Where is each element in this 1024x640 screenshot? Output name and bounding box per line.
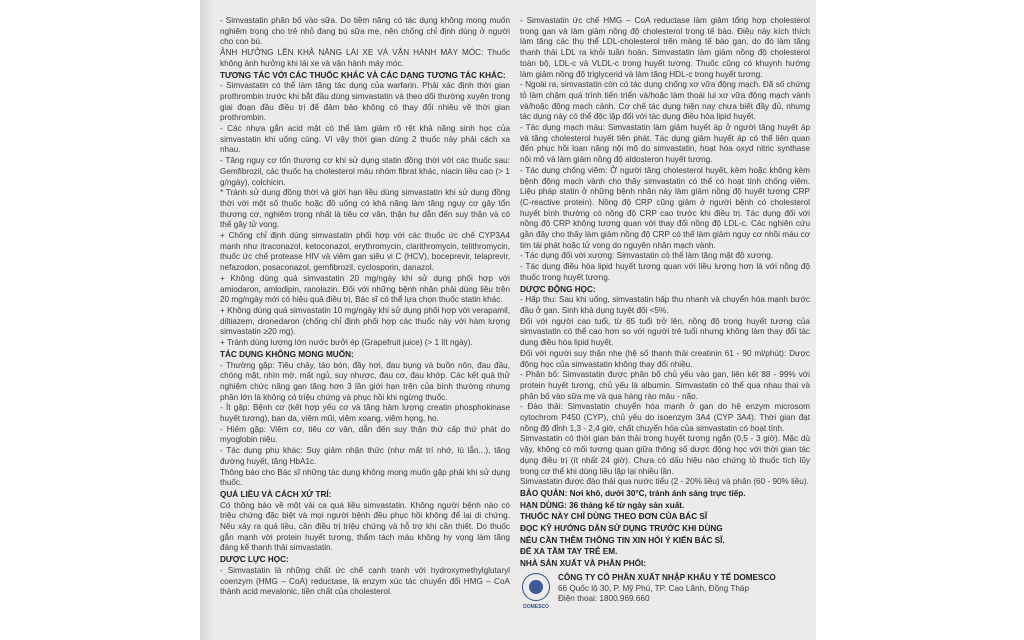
paragraph: + Không dùng quá simvastatin 20 mg/ngày khi sử dụng phối hợp với amiodaron, amlodipin, ranolazin. Đối với những bệnh nhân phải dùng liều trên 20 mg/ngày mới có hiệu quả điều trị, Bác sĩ có thể lựa chọn thuốc statin khác.	[220, 273, 510, 305]
right-column	[520, 16, 810, 613]
paragraph: - Tác dụng phụ khác: Suy giảm nhận thức (như mất trí nhớ, lú lẫn...), tăng đường huyết, tăng HbA1c.	[220, 446, 510, 466]
company-address: 66 Quốc lộ 30, P. Mỹ Phú, TP. Cao Lãnh, Đồng Tháp	[558, 583, 750, 593]
section-heading: DƯỢC ĐỘNG HỌC:	[520, 284, 596, 294]
company-phone: Điện thoại: 1800.969.660	[558, 594, 650, 604]
paragraph: - Simvastatin ức chế HMG – CoA reductase làm giảm tổng hợp cholesterol trong gan và làm giảm nồng độ cholesterol trong tế bào. Điều này kích thích làm tăng các thụ thể LDL-cholesterol trên màng tế bào gan, do đó làm tăng thanh thải LDL ra khỏi tuần hoàn. Simvastatin làm giảm nồng độ cholesterol toàn bộ, LDL-c và VLDL-c trong huyết tương. Thuốc cũng có khuynh hướng làm giảm nồng độ triglycerid và làm tăng HDL-c trong huyết tương.	[520, 16, 810, 79]
paragraph: - Các nhựa gắn acid mật có thể làm giảm rõ rệt khả năng sinh học của simvastatin khi uống cùng. Vì vậy thời gian dùng 2 thuốc này phải cách xa nhau.	[220, 124, 510, 155]
paragraph: ẢNH HƯỞNG LÊN KHẢ NĂNG LÁI XE VÀ VẬN HÀNH MÁY MÓC: Thuốc không ảnh hưởng khi lái xe và vận hành máy móc.	[220, 48, 510, 68]
domesco-logo	[520, 573, 552, 613]
paragraph: Thông báo cho Bác sĩ những tác dụng không mong muốn gặp phải khi sử dụng thuốc.	[220, 467, 510, 488]
paragraph: - Simvastatin có thể làm tăng tác dụng của warfarin. Phải xác định thời gian prothrombin trước khi bắt đầu dùng simvastatin và theo dõi thường xuyên trong giai đoạn đầu điều trị để đảm bảo không có thay đổi nhiều về thời gian prothrombin.	[220, 81, 510, 123]
section-heading: NẾU CẦN THÊM THÔNG TIN XIN HỎI Ý KIẾN BÁC SĨ.	[520, 535, 725, 545]
paragraph: - Hấp thu: Sau khi uống, simvastatin hấp thu nhanh và chuyển hóa mạnh bước đầu ở gan. Sinh khả dụng tuyệt đối <5%.	[520, 295, 810, 315]
section-heading: THUỐC NÀY CHỈ DÙNG THEO ĐƠN CỦA BÁC SĨ	[520, 512, 708, 522]
paragraph: + Tránh dùng lượng lớn nước bưởi ép (Grapefruit juice) (> 1 lít ngày).	[220, 338, 473, 348]
paragraph: - Thường gặp: Tiêu chảy, táo bón, đầy hơi, đau bụng và buồn nôn, đau đầu, chóng mặt, nhìn mờ, mất ngủ, suy nhược, đau cơ, đau khớp. Các kết quả thử nghiệm chức năng gan tăng hơn 3 lần giới hạn trên của bình thường nhưng phần lớn là không có triệu chứng và phục hồi khi ngừng thuốc.	[220, 360, 510, 402]
paragraph: * Tránh sử dụng đồng thời và giới hạn liều dùng simvastatin khi sử dụng đồng thời với một số thuốc hoặc đồ uống có khả năng làm tăng nguy cơ gây tổn thương cơ, nghiêm trọng nhất là tiêu cơ vân, thận hư dẫn đến suy thận và có thể gây tử vong.	[220, 188, 510, 230]
paragraph: - Simvastatin phân bố vào sữa. Do tiềm năng có tác dụng không mong muốn nghiêm trọng cho trẻ nhỏ đang bú sữa mẹ, nên chống chỉ định dùng ở người cho con bú.	[220, 16, 510, 47]
section-heading: TƯƠNG TÁC VỚI CÁC THUỐC KHÁC VÀ CÁC DẠNG TƯƠNG TÁC KHÁC:	[220, 70, 506, 80]
left-column	[220, 16, 510, 598]
paragraph: - Simvastatin là những chất ức chế cạnh tranh với hydroxymethylglutaryl coenzym (HMG – CoA) reductase, là enzym xúc tác chuyển đổi HMG – CoA thành acid mevalonic, tiền chất của cholesterol.	[220, 565, 510, 597]
section-heading: QUÁ LIỀU VÀ CÁCH XỬ TRÍ:	[220, 489, 332, 499]
logo-text: DOMESCO	[523, 603, 549, 610]
section-heading: TÁC DỤNG KHÔNG MONG MUỐN:	[220, 349, 354, 359]
company-name: CÔNG TY CỔ PHẦN XUẤT NHẬP KHẨU Y TẾ DOMESCO	[558, 572, 776, 582]
paragraph: Simvastatin được đào thải qua nước tiểu (2 - 20% liều) và phân (60 - 90% liều).	[520, 477, 809, 487]
paragraph: - Ít gặp: Bệnh cơ (kết hợp yếu cơ và tăng hàm lượng creatin phosphokinase huyết tương), ban da, viêm mũi, viêm xoang, viêm họng, ho.	[220, 403, 510, 424]
section-heading: NHÀ SẢN XUẤT VÀ PHÂN PHỐI:	[520, 559, 647, 569]
paragraph: - Hiếm gặp: Viêm cơ, tiêu cơ vân, dẫn đến suy thận thứ cấp thứ phát do myoglobin niệu.	[220, 424, 510, 445]
paragraph: - Tác dụng đối với xương: Simvastatin có thể làm tăng mật độ xương.	[520, 251, 774, 261]
leaflet-page	[200, 0, 816, 640]
paragraph: - Tác dụng mạch máu: Simvastatin làm giảm huyết áp ở người tăng huyết áp và tăng cholesterol huyết tiên phát. Tác dụng giảm huyết áp có thể liên quan đến phục hồi loan năng nội mô do simvastatin, hoạt hóa oxyd nitric synthase nội mô và làm giảm nồng độ aldosteron huyết tương.	[520, 123, 810, 165]
section-heading: DƯỢC LỰC HỌC:	[220, 555, 289, 565]
section-heading: BẢO QUẢN: Nơi khô, dưới 30°C, tránh ánh sáng trực tiếp.	[520, 488, 746, 498]
paragraph: + Chống chỉ định dùng simvastatin phối hợp với các thuốc ức chế CYP3A4 mạnh như itraconazol, ketoconazol, erythromycin, clarithromycin, telithromycin, thuốc ức chế protease HIV và viêm gan siêu vi C (HCV), boceprevir, telaprevir, nefazodon, posaconazol, gemfibrozil, cyclosporin, danazol.	[220, 231, 510, 273]
manufacturer-block	[520, 573, 810, 613]
paragraph: - Tác dụng chống viêm: Ở người tăng cholesterol huyết, kèm hoặc không kèm bệnh động mạch vành cho thấy simvastatin có thể có hoạt tính chống viêm. Liệu pháp statin ở những bệnh nhân này làm giảm nồng độ huyết tương CRP (C-reactive protein). Nồng độ CRP cũng giảm ở người bệnh có cholesterol huyết bình thường có nồng độ CRP cao trước khi điều trị. Tác dụng đối với nồng độ CRP không tương quan với thay đổi nồng độ LDL-c. Các nghiên cứu gần đây cho thấy làm giảm nồng độ CRP có thể làm giảm nguy cơ nhồi máu cơ tim tái phát hoặc tử vong do nguyên nhân mạch vành.	[520, 165, 810, 250]
paragraph: - Ngoài ra, simvastatin còn có tác dụng chống xơ vữa động mạch. Đã số chứng tỏ làm chậm quá trình tiến triển và/hoặc làm thoái lui xơ vữa động mạch vành và/hoặc động mạch cảnh. Cơ chế tác dụng hiện nay chưa biết đầy đủ, nhưng tác dụng này có thể độc lập đối với tác dụng điều hòa lipid huyết.	[520, 80, 810, 122]
paragraph: - Tăng nguy cơ tổn thương cơ khi sử dụng statin đồng thời với các thuốc sau: Gemfibrozil, các thuốc hạ cholesterol máu nhóm fibrat khác, niacin liều cao (> 1 g/ngày), colchicin.	[220, 156, 510, 187]
paragraph: Simvastatin có thời gian bán thải trong huyết tương ngắn (0,5 - 3 giờ). Mặc dù vậy, không có mối tương quan giữa thông số dược động học với thời gian tác dụng điều trị (ít nhất 24 giờ). Chưa có dấu hiệu nào chứng tỏ thuốc tích lũy trong cơ thể khi dùng liều lặp lại nhiều lần.	[520, 434, 810, 476]
paragraph: - Phân bố: Simvastatin được phân bố chủ yếu vào gan, liên kết 88 - 99% với protein huyết tương, chủ yếu là albumin. Simvastatin có thể qua nhau thai và phân bố vào sữa mẹ và qua hàng rào máu - não.	[520, 370, 810, 401]
paragraph: Đối với người cao tuổi, từ 65 tuổi trở lên, nồng độ trong huyết tương của simvastatin có thể cao hơn so với người trẻ tuổi nhưng không làm thay đổi tác dụng điều hòa lipid huyết.	[520, 316, 810, 348]
paragraph: - Đào thải: Simvastatin chuyển hóa mạnh ở gan do hệ enzym microsom cytochrom P450 (CYP), chủ yếu do isoenzym 3A4 (CYP 3A4). Thời gian đạt nồng độ đỉnh 1,3 - 2,4 giờ, chất chuyển hóa của simvastatin có hoạt tính.	[520, 402, 810, 433]
section-heading: HẠN DÙNG: 36 tháng kể từ ngày sản xuất.	[520, 500, 685, 510]
paragraph: Có thông báo về một vài ca quá liều simvastatin. Không người bệnh nào có triệu chứng đặc biệt và mọi người bệnh đều phục hồi không để lại di chứng. Nếu xảy ra quá liều, cần điều trị triệu chứng và hỗ trợ khi cần thiết. Do thuốc gắn mạnh với protein huyết tương, thẩm tách máu không hy vọng làm tăng đáng kể thanh thải simvastatin.	[220, 500, 510, 553]
paragraph: + Không dùng quá simvastatin 10 mg/ngày khi sử dụng phối hợp với verapamil, diltiazem, dronedaron (chống chỉ định phối hợp các thuốc này với hàm lượng simvastatin ≥20 mg).	[220, 305, 510, 337]
logo-icon	[522, 573, 550, 601]
section-heading: ĐỌC KỸ HƯỚNG DẪN SỬ DỤNG TRƯỚC KHI DÙNG	[520, 524, 723, 534]
paragraph: Đối với người suy thận nhẹ (hệ số thanh thải creatinin 61 - 90 ml/phút): Dược động học của simvastatin không thay đổi nhiều.	[520, 348, 810, 369]
paragraph: - Tác dụng điều hòa lipid huyết tương quan với liều lượng hơn là với nồng độ thuốc trong huyết tương.	[520, 262, 810, 282]
section-heading: ĐỂ XA TẦM TAY TRẺ EM.	[520, 547, 618, 557]
right-column-text	[520, 16, 810, 570]
